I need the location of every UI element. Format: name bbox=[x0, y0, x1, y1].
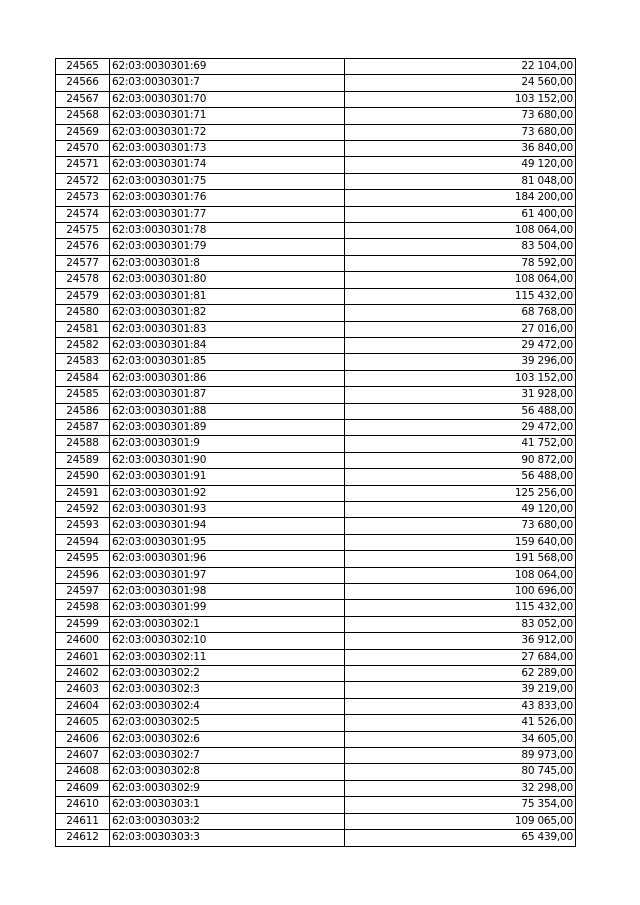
cadastral-value-cell: 109 065,00 bbox=[345, 813, 576, 829]
cadastral-number-cell: 62:03:0030301:96 bbox=[110, 551, 345, 567]
cadastral-value-cell: 27 016,00 bbox=[345, 321, 576, 337]
table-row bbox=[56, 616, 576, 632]
table-row bbox=[56, 649, 576, 665]
table-row bbox=[56, 108, 576, 124]
table-row bbox=[56, 715, 576, 731]
cadastral-number-cell: 62:03:0030302:2 bbox=[110, 666, 345, 682]
table-row bbox=[56, 272, 576, 288]
row-number-cell: 24598 bbox=[56, 600, 110, 616]
row-number-cell: 24579 bbox=[56, 288, 110, 304]
cadastral-value-cell: 36 912,00 bbox=[345, 633, 576, 649]
cadastral-number-cell: 62:03:0030302:4 bbox=[110, 698, 345, 714]
cadastral-value-cell: 108 064,00 bbox=[345, 223, 576, 239]
row-number-cell: 24601 bbox=[56, 649, 110, 665]
row-number-cell: 24596 bbox=[56, 567, 110, 583]
table-row bbox=[56, 633, 576, 649]
row-number-cell: 24570 bbox=[56, 141, 110, 157]
cadastral-value-cell: 56 488,00 bbox=[345, 469, 576, 485]
cadastral-number-cell: 62:03:0030301:84 bbox=[110, 337, 345, 353]
row-number-cell: 24578 bbox=[56, 272, 110, 288]
cadastral-number-cell: 62:03:0030302:6 bbox=[110, 731, 345, 747]
cadastral-value-cell: 65 439,00 bbox=[345, 830, 576, 846]
cadastral-number-cell: 62:03:0030301:94 bbox=[110, 518, 345, 534]
cadastral-number-cell: 62:03:0030303:3 bbox=[110, 830, 345, 846]
cadastral-value-cell: 125 256,00 bbox=[345, 485, 576, 501]
cadastral-value-cell: 80 745,00 bbox=[345, 764, 576, 780]
cadastral-value-cell: 115 432,00 bbox=[345, 288, 576, 304]
table-row bbox=[56, 419, 576, 435]
row-number-cell: 24608 bbox=[56, 764, 110, 780]
row-number-cell: 24589 bbox=[56, 452, 110, 468]
row-number-cell: 24611 bbox=[56, 813, 110, 829]
table-row bbox=[56, 436, 576, 452]
table-row bbox=[56, 173, 576, 189]
table-row bbox=[56, 551, 576, 567]
cadastral-value-cell: 49 120,00 bbox=[345, 501, 576, 517]
table-row bbox=[56, 157, 576, 173]
cadastral-number-cell: 62:03:0030301:71 bbox=[110, 108, 345, 124]
row-number-cell: 24565 bbox=[56, 59, 110, 75]
cadastral-number-cell: 62:03:0030301:97 bbox=[110, 567, 345, 583]
table-row bbox=[56, 124, 576, 140]
cadastral-number-cell: 62:03:0030301:91 bbox=[110, 469, 345, 485]
row-number-cell: 24597 bbox=[56, 584, 110, 600]
table-body bbox=[56, 59, 576, 847]
table-row bbox=[56, 698, 576, 714]
cadastral-number-cell: 62:03:0030301:89 bbox=[110, 419, 345, 435]
cadastral-value-cell: 108 064,00 bbox=[345, 272, 576, 288]
cadastral-value-cell: 32 298,00 bbox=[345, 780, 576, 796]
cadastral-value-cell: 43 833,00 bbox=[345, 698, 576, 714]
cadastral-number-cell: 62:03:0030301:79 bbox=[110, 239, 345, 255]
table-row bbox=[56, 305, 576, 321]
table-row bbox=[56, 206, 576, 222]
table-row bbox=[56, 141, 576, 157]
table-row bbox=[56, 354, 576, 370]
table-row bbox=[56, 75, 576, 91]
cadastral-number-cell: 62:03:0030301:85 bbox=[110, 354, 345, 370]
table-row bbox=[56, 584, 576, 600]
cadastral-number-cell: 62:03:0030301:93 bbox=[110, 501, 345, 517]
cadastral-number-cell: 62:03:0030301:88 bbox=[110, 403, 345, 419]
row-number-cell: 24580 bbox=[56, 305, 110, 321]
table-row bbox=[56, 534, 576, 550]
cadastral-number-cell: 62:03:0030302:8 bbox=[110, 764, 345, 780]
cadastral-value-cell: 39 296,00 bbox=[345, 354, 576, 370]
table-row bbox=[56, 518, 576, 534]
cadastral-number-cell: 62:03:0030301:99 bbox=[110, 600, 345, 616]
cadastral-value-cell: 159 640,00 bbox=[345, 534, 576, 550]
cadastral-number-cell: 62:03:0030302:10 bbox=[110, 633, 345, 649]
cadastral-number-cell: 62:03:0030301:9 bbox=[110, 436, 345, 452]
table-row bbox=[56, 501, 576, 517]
cadastral-value-cell: 115 432,00 bbox=[345, 600, 576, 616]
table-row bbox=[56, 485, 576, 501]
cadastral-number-cell: 62:03:0030301:98 bbox=[110, 584, 345, 600]
row-number-cell: 24599 bbox=[56, 616, 110, 632]
table-row bbox=[56, 91, 576, 107]
cadastral-number-cell: 62:03:0030301:75 bbox=[110, 173, 345, 189]
table-row bbox=[56, 666, 576, 682]
cadastral-value-cell: 100 696,00 bbox=[345, 584, 576, 600]
row-number-cell: 24593 bbox=[56, 518, 110, 534]
cadastral-value-cell: 31 928,00 bbox=[345, 387, 576, 403]
cadastral-number-cell: 62:03:0030302:3 bbox=[110, 682, 345, 698]
cadastral-value-cell: 41 526,00 bbox=[345, 715, 576, 731]
row-number-cell: 24590 bbox=[56, 469, 110, 485]
cadastral-value-cell: 78 592,00 bbox=[345, 255, 576, 271]
table-row bbox=[56, 813, 576, 829]
table-row bbox=[56, 731, 576, 747]
cadastral-number-cell: 62:03:0030301:69 bbox=[110, 59, 345, 75]
table-row bbox=[56, 764, 576, 780]
table-row bbox=[56, 321, 576, 337]
table-row bbox=[56, 288, 576, 304]
row-number-cell: 24595 bbox=[56, 551, 110, 567]
row-number-cell: 24591 bbox=[56, 485, 110, 501]
cadastral-value-cell: 56 488,00 bbox=[345, 403, 576, 419]
table-row bbox=[56, 797, 576, 813]
cadastral-value-cell: 68 768,00 bbox=[345, 305, 576, 321]
cadastral-value-cell: 27 684,00 bbox=[345, 649, 576, 665]
cadastral-number-cell: 62:03:0030301:80 bbox=[110, 272, 345, 288]
cadastral-value-cell: 41 752,00 bbox=[345, 436, 576, 452]
cadastral-value-cell: 22 104,00 bbox=[345, 59, 576, 75]
table-row bbox=[56, 190, 576, 206]
row-number-cell: 24585 bbox=[56, 387, 110, 403]
cadastral-value-cell: 29 472,00 bbox=[345, 337, 576, 353]
row-number-cell: 24604 bbox=[56, 698, 110, 714]
cadastral-number-cell: 62:03:0030301:70 bbox=[110, 91, 345, 107]
cadastral-value-cell: 36 840,00 bbox=[345, 141, 576, 157]
cadastral-value-cell: 103 152,00 bbox=[345, 91, 576, 107]
cadastral-value-cell: 73 680,00 bbox=[345, 108, 576, 124]
cadastral-value-cell: 103 152,00 bbox=[345, 370, 576, 386]
cadastral-number-cell: 62:03:0030301:90 bbox=[110, 452, 345, 468]
row-number-cell: 24612 bbox=[56, 830, 110, 846]
row-number-cell: 24568 bbox=[56, 108, 110, 124]
cadastral-number-cell: 62:03:0030301:7 bbox=[110, 75, 345, 91]
document-page bbox=[55, 58, 576, 847]
cadastral-value-cell: 24 560,00 bbox=[345, 75, 576, 91]
cadastral-number-cell: 62:03:0030302:1 bbox=[110, 616, 345, 632]
table-row bbox=[56, 403, 576, 419]
cadastral-value-cell: 62 289,00 bbox=[345, 666, 576, 682]
cadastral-number-cell: 62:03:0030301:82 bbox=[110, 305, 345, 321]
cadastral-number-cell: 62:03:0030301:77 bbox=[110, 206, 345, 222]
table-row bbox=[56, 59, 576, 75]
row-number-cell: 24602 bbox=[56, 666, 110, 682]
cadastral-value-cell: 83 052,00 bbox=[345, 616, 576, 632]
cadastral-number-cell: 62:03:0030301:92 bbox=[110, 485, 345, 501]
cadastral-value-cell: 89 973,00 bbox=[345, 748, 576, 764]
table-row bbox=[56, 337, 576, 353]
table-row bbox=[56, 600, 576, 616]
cadastral-value-cell: 83 504,00 bbox=[345, 239, 576, 255]
table-row bbox=[56, 387, 576, 403]
cadastral-number-cell: 62:03:0030301:73 bbox=[110, 141, 345, 157]
row-number-cell: 24575 bbox=[56, 223, 110, 239]
cadastral-number-cell: 62:03:0030302:11 bbox=[110, 649, 345, 665]
table-row bbox=[56, 239, 576, 255]
row-number-cell: 24572 bbox=[56, 173, 110, 189]
table-row bbox=[56, 830, 576, 846]
row-number-cell: 24607 bbox=[56, 748, 110, 764]
table-row bbox=[56, 255, 576, 271]
cadastral-value-cell: 108 064,00 bbox=[345, 567, 576, 583]
row-number-cell: 24567 bbox=[56, 91, 110, 107]
row-number-cell: 24603 bbox=[56, 682, 110, 698]
row-number-cell: 24587 bbox=[56, 419, 110, 435]
cadastral-number-cell: 62:03:0030303:2 bbox=[110, 813, 345, 829]
cadastral-number-cell: 62:03:0030302:9 bbox=[110, 780, 345, 796]
row-number-cell: 24594 bbox=[56, 534, 110, 550]
table-row bbox=[56, 452, 576, 468]
cadastral-number-cell: 62:03:0030301:76 bbox=[110, 190, 345, 206]
row-number-cell: 24569 bbox=[56, 124, 110, 140]
cadastral-value-table bbox=[55, 58, 576, 847]
cadastral-value-cell: 34 605,00 bbox=[345, 731, 576, 747]
row-number-cell: 24606 bbox=[56, 731, 110, 747]
row-number-cell: 24574 bbox=[56, 206, 110, 222]
cadastral-number-cell: 62:03:0030301:86 bbox=[110, 370, 345, 386]
cadastral-number-cell: 62:03:0030303:1 bbox=[110, 797, 345, 813]
cadastral-number-cell: 62:03:0030301:74 bbox=[110, 157, 345, 173]
cadastral-value-cell: 39 219,00 bbox=[345, 682, 576, 698]
cadastral-value-cell: 90 872,00 bbox=[345, 452, 576, 468]
cadastral-value-cell: 75 354,00 bbox=[345, 797, 576, 813]
table-row bbox=[56, 223, 576, 239]
row-number-cell: 24592 bbox=[56, 501, 110, 517]
table-row bbox=[56, 682, 576, 698]
row-number-cell: 24583 bbox=[56, 354, 110, 370]
table-row bbox=[56, 780, 576, 796]
table-row bbox=[56, 567, 576, 583]
row-number-cell: 24605 bbox=[56, 715, 110, 731]
cadastral-value-cell: 29 472,00 bbox=[345, 419, 576, 435]
cadastral-value-cell: 61 400,00 bbox=[345, 206, 576, 222]
row-number-cell: 24566 bbox=[56, 75, 110, 91]
row-number-cell: 24586 bbox=[56, 403, 110, 419]
row-number-cell: 24584 bbox=[56, 370, 110, 386]
cadastral-value-cell: 191 568,00 bbox=[345, 551, 576, 567]
row-number-cell: 24588 bbox=[56, 436, 110, 452]
cadastral-number-cell: 62:03:0030301:72 bbox=[110, 124, 345, 140]
row-number-cell: 24576 bbox=[56, 239, 110, 255]
cadastral-number-cell: 62:03:0030301:8 bbox=[110, 255, 345, 271]
cadastral-value-cell: 73 680,00 bbox=[345, 124, 576, 140]
row-number-cell: 24600 bbox=[56, 633, 110, 649]
row-number-cell: 24573 bbox=[56, 190, 110, 206]
cadastral-number-cell: 62:03:0030301:87 bbox=[110, 387, 345, 403]
cadastral-number-cell: 62:03:0030301:83 bbox=[110, 321, 345, 337]
cadastral-number-cell: 62:03:0030301:95 bbox=[110, 534, 345, 550]
cadastral-value-cell: 49 120,00 bbox=[345, 157, 576, 173]
row-number-cell: 24571 bbox=[56, 157, 110, 173]
cadastral-number-cell: 62:03:0030302:5 bbox=[110, 715, 345, 731]
cadastral-number-cell: 62:03:0030301:78 bbox=[110, 223, 345, 239]
row-number-cell: 24610 bbox=[56, 797, 110, 813]
cadastral-number-cell: 62:03:0030301:81 bbox=[110, 288, 345, 304]
cadastral-value-cell: 73 680,00 bbox=[345, 518, 576, 534]
table-row bbox=[56, 469, 576, 485]
table-row bbox=[56, 370, 576, 386]
cadastral-value-cell: 81 048,00 bbox=[345, 173, 576, 189]
row-number-cell: 24582 bbox=[56, 337, 110, 353]
cadastral-number-cell: 62:03:0030302:7 bbox=[110, 748, 345, 764]
row-number-cell: 24577 bbox=[56, 255, 110, 271]
row-number-cell: 24581 bbox=[56, 321, 110, 337]
cadastral-value-cell: 184 200,00 bbox=[345, 190, 576, 206]
table-row bbox=[56, 748, 576, 764]
row-number-cell: 24609 bbox=[56, 780, 110, 796]
